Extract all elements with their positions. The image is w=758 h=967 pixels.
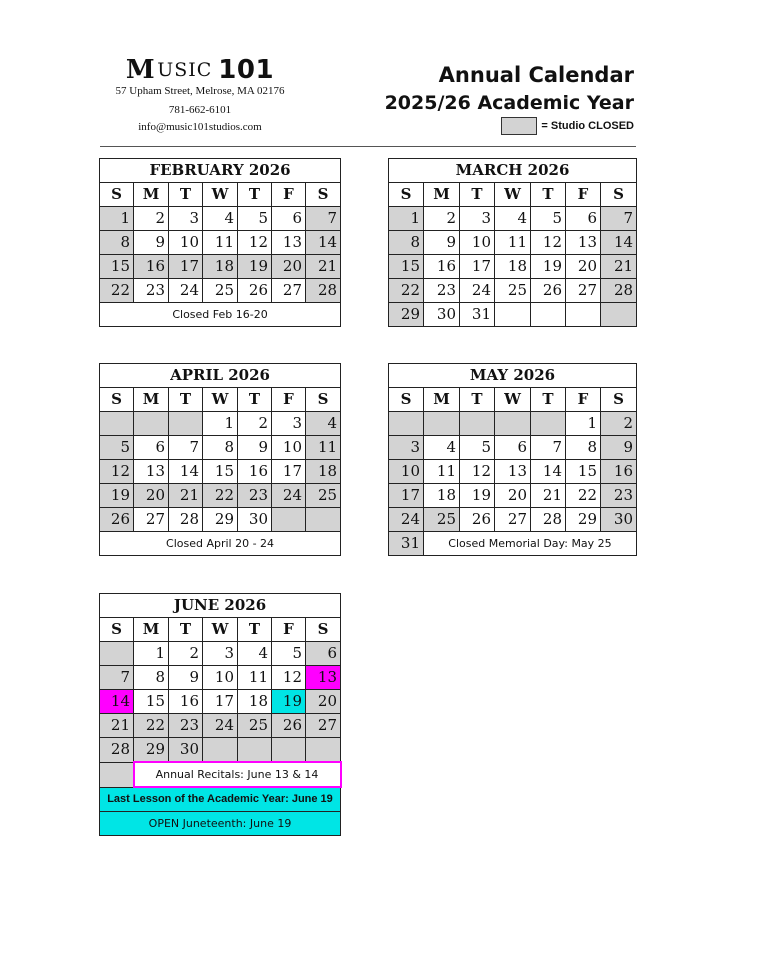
day-cell: 4 (306, 412, 341, 436)
day-cell (531, 303, 566, 327)
day-cell: 6 (134, 436, 169, 460)
day-cell: 10 (389, 460, 424, 484)
day-cell: 11 (238, 666, 272, 690)
dow-thu: T (238, 183, 272, 207)
month-title: MAY 2026 (389, 364, 637, 388)
day-cell: 4 (495, 207, 531, 231)
day-cell: 11 (306, 436, 341, 460)
logo-letter: M (125, 55, 156, 85)
calendar-may (388, 363, 637, 556)
day-cell: 11 (424, 460, 460, 484)
day-cell: 18 (495, 255, 531, 279)
day-cell: 27 (134, 508, 169, 532)
day-cell: 2 (238, 412, 272, 436)
dow-mon: M (134, 618, 169, 642)
day-cell: 5 (460, 436, 495, 460)
day-cell: 3 (203, 642, 238, 666)
week-row (389, 484, 637, 508)
studio-phone: 781-662-6101 (168, 104, 232, 116)
month-title: MARCH 2026 (389, 159, 637, 183)
day-cell: 27 (495, 508, 531, 532)
dow-thu: T (531, 183, 566, 207)
day-cell: 9 (238, 436, 272, 460)
day-cell: 1 (134, 642, 169, 666)
dow-sat: S (306, 388, 341, 412)
dow-sun: S (389, 388, 424, 412)
day-cell: 13 (272, 231, 306, 255)
day-cell: 24 (203, 714, 238, 738)
day-cell: 11 (203, 231, 238, 255)
day-cell: 19 (460, 484, 495, 508)
day-cell: 3 (169, 207, 203, 231)
day-cell: 14 (531, 460, 566, 484)
dow-thu: T (238, 618, 272, 642)
day-cell: 16 (169, 690, 203, 714)
day-cell: 5 (272, 642, 306, 666)
day-cell: 21 (601, 255, 637, 279)
day-cell: 8 (203, 436, 238, 460)
logo-number: 101 (218, 55, 275, 85)
day-cell: 7 (601, 207, 637, 231)
studio-email: info@music101studios.com (138, 121, 262, 133)
week-row (100, 762, 341, 787)
day-cell: 19 (531, 255, 566, 279)
day-cell: 22 (389, 279, 424, 303)
day-cell: 2 (169, 642, 203, 666)
day-cell (566, 303, 601, 327)
day-cell: 1 (203, 412, 238, 436)
dow-sun: S (100, 388, 134, 412)
day-cell: 16 (134, 255, 169, 279)
day-cell: 2 (134, 207, 169, 231)
studio-address: 57 Upham Street, Melrose, MA 02176 (115, 85, 285, 97)
dow-wed: W (203, 183, 238, 207)
dow-sat: S (601, 388, 637, 412)
closure-note: Closed Memorial Day: May 25 (424, 532, 637, 556)
closure-note: Closed Feb 16-20 (100, 303, 341, 327)
day-cell: 25 (495, 279, 531, 303)
day-cell: 16 (424, 255, 460, 279)
week-row (389, 532, 637, 556)
day-cell: 29 (566, 508, 601, 532)
day-cell: 21 (306, 255, 341, 279)
day-cell (203, 738, 238, 763)
week-row (389, 279, 637, 303)
day-cell: 28 (531, 508, 566, 532)
dow-sat: S (601, 183, 637, 207)
dow-tue: T (169, 388, 203, 412)
calendar-april (99, 363, 341, 556)
day-cell: 15 (389, 255, 424, 279)
day-cell: 3 (272, 412, 306, 436)
day-cell: 8 (566, 436, 601, 460)
week-row (100, 690, 341, 714)
dow-wed: W (495, 183, 531, 207)
dow-thu: T (238, 388, 272, 412)
day-cell (424, 412, 460, 436)
day-cell: 19 (238, 255, 272, 279)
day-cell: 28 (601, 279, 637, 303)
month-title: JUNE 2026 (100, 594, 341, 618)
dow-tue: T (169, 618, 203, 642)
day-cell: 25 (306, 484, 341, 508)
day-cell: 13 (495, 460, 531, 484)
day-cell: 15 (134, 690, 169, 714)
day-cell: 21 (169, 484, 203, 508)
day-cell (134, 412, 169, 436)
page-heading (385, 62, 634, 116)
day-cell: 29 (203, 508, 238, 532)
page-subtitle: 2025/26 Academic Year (384, 92, 634, 114)
day-cell: 25 (424, 508, 460, 532)
calendar-february (99, 158, 341, 327)
day-cell: 26 (238, 279, 272, 303)
day-cell: 7 (100, 666, 134, 690)
day-cell (272, 738, 306, 763)
day-cell (306, 508, 341, 532)
day-cell: 12 (460, 460, 495, 484)
day-cell: 15 (566, 460, 601, 484)
day-cell: 30 (169, 738, 203, 763)
day-cell: 1 (389, 207, 424, 231)
day-cell: 10 (272, 436, 306, 460)
dow-fri: F (566, 388, 601, 412)
day-cell: 1 (566, 412, 601, 436)
day-cell: 6 (495, 436, 531, 460)
closure-note: Closed April 20 - 24 (100, 532, 341, 556)
day-cell: 7 (169, 436, 203, 460)
week-row (389, 255, 637, 279)
day-cell: 31 (389, 532, 424, 556)
day-cell: 18 (238, 690, 272, 714)
day-cell: 8 (100, 231, 134, 255)
day-cell: 17 (460, 255, 495, 279)
day-cell: 4 (203, 207, 238, 231)
day-cell: 9 (169, 666, 203, 690)
day-cell (495, 303, 531, 327)
day-cell: 12 (272, 666, 306, 690)
page-title: Annual Calendar (438, 63, 634, 87)
day-cell: 9 (601, 436, 637, 460)
day-cell: 5 (238, 207, 272, 231)
day-cell (100, 762, 134, 787)
day-cell: 11 (495, 231, 531, 255)
day-cell: 15 (203, 460, 238, 484)
day-cell: 29 (134, 738, 169, 763)
day-cell: 4 (424, 436, 460, 460)
day-cell: 14 (601, 231, 637, 255)
week-row (389, 231, 637, 255)
day-cell: 30 (238, 508, 272, 532)
day-cell: 22 (566, 484, 601, 508)
week-row (389, 207, 637, 231)
day-cell: 24 (389, 508, 424, 532)
recital-day-cell: 14 (100, 690, 134, 714)
day-cell: 19 (100, 484, 134, 508)
month-title: APRIL 2026 (100, 364, 341, 388)
day-cell (389, 412, 424, 436)
day-cell: 18 (306, 460, 341, 484)
day-cell: 22 (203, 484, 238, 508)
week-row (100, 436, 341, 460)
day-cell: 24 (460, 279, 495, 303)
dow-fri: F (566, 183, 601, 207)
day-cell: 10 (203, 666, 238, 690)
week-row (100, 460, 341, 484)
day-cell: 26 (272, 714, 306, 738)
day-cell: 16 (601, 460, 637, 484)
month-title: FEBRUARY 2026 (100, 159, 341, 183)
day-cell: 30 (601, 508, 637, 532)
week-row (100, 666, 341, 690)
dow-fri: F (272, 388, 306, 412)
day-cell: 25 (203, 279, 238, 303)
week-row (389, 436, 637, 460)
day-cell: 13 (134, 460, 169, 484)
day-cell: 13 (566, 231, 601, 255)
day-cell: 22 (134, 714, 169, 738)
recital-day-cell: 13 (306, 666, 341, 690)
day-cell: 28 (306, 279, 341, 303)
day-cell: 22 (100, 279, 134, 303)
day-cell (495, 412, 531, 436)
day-cell: 18 (203, 255, 238, 279)
day-cell: 8 (134, 666, 169, 690)
dow-thu: T (531, 388, 566, 412)
dow-sat: S (306, 618, 341, 642)
day-cell: 2 (424, 207, 460, 231)
day-cell: 24 (272, 484, 306, 508)
day-cell: 6 (566, 207, 601, 231)
calendar-march (388, 158, 637, 327)
recitals-note: Annual Recitals: June 13 & 14 (134, 762, 341, 787)
day-cell (169, 412, 203, 436)
day-cell: 3 (460, 207, 495, 231)
day-cell (272, 508, 306, 532)
day-cell: 26 (460, 508, 495, 532)
day-cell: 12 (238, 231, 272, 255)
dow-sun: S (100, 183, 134, 207)
day-cell: 10 (169, 231, 203, 255)
day-cell: 27 (272, 279, 306, 303)
dow-mon: M (424, 183, 460, 207)
day-cell: 5 (100, 436, 134, 460)
dow-mon: M (424, 388, 460, 412)
day-cell: 5 (531, 207, 566, 231)
dow-wed: W (203, 618, 238, 642)
day-cell: 24 (169, 279, 203, 303)
day-cell: 3 (389, 436, 424, 460)
day-cell: 7 (531, 436, 566, 460)
juneteenth-note: OPEN Juneteenth: June 19 (100, 812, 341, 836)
legend (501, 117, 634, 135)
day-cell: 14 (169, 460, 203, 484)
dow-sun: S (100, 618, 134, 642)
dow-fri: F (272, 183, 306, 207)
week-row (100, 714, 341, 738)
calendar-june (99, 593, 342, 836)
day-cell: 15 (100, 255, 134, 279)
day-cell (601, 303, 637, 327)
day-cell: 27 (306, 714, 341, 738)
dow-wed: W (203, 388, 238, 412)
dow-tue: T (169, 183, 203, 207)
day-cell: 20 (566, 255, 601, 279)
legend-closed-swatch (501, 117, 537, 135)
last-lesson-day-cell: 19 (272, 690, 306, 714)
day-cell (100, 412, 134, 436)
day-cell: 20 (272, 255, 306, 279)
day-cell: 26 (531, 279, 566, 303)
dow-tue: T (460, 183, 495, 207)
day-cell: 20 (495, 484, 531, 508)
day-cell: 4 (238, 642, 272, 666)
music101-logo (100, 55, 300, 85)
dow-tue: T (460, 388, 495, 412)
day-cell: 20 (134, 484, 169, 508)
day-cell: 23 (169, 714, 203, 738)
week-row (100, 508, 341, 532)
day-cell: 6 (306, 642, 341, 666)
day-cell: 17 (389, 484, 424, 508)
day-cell: 23 (424, 279, 460, 303)
day-cell: 6 (272, 207, 306, 231)
week-row (100, 255, 341, 279)
dow-sun: S (389, 183, 424, 207)
day-cell: 18 (424, 484, 460, 508)
day-cell (460, 412, 495, 436)
week-row (100, 279, 341, 303)
logo-word: USIC (157, 59, 213, 81)
day-cell: 16 (238, 460, 272, 484)
day-cell: 23 (134, 279, 169, 303)
week-row (100, 231, 341, 255)
dow-mon: M (134, 183, 169, 207)
day-cell: 28 (100, 738, 134, 763)
day-cell: 21 (100, 714, 134, 738)
day-cell: 17 (169, 255, 203, 279)
day-cell (238, 738, 272, 763)
week-row (389, 303, 637, 327)
day-cell: 14 (306, 231, 341, 255)
day-cell: 12 (100, 460, 134, 484)
day-cell: 9 (134, 231, 169, 255)
day-cell: 29 (389, 303, 424, 327)
dow-fri: F (272, 618, 306, 642)
last-lesson-note: Last Lesson of the Academic Year: June 19 (100, 787, 341, 812)
day-cell: 17 (272, 460, 306, 484)
week-row (389, 508, 637, 532)
day-cell: 2 (601, 412, 637, 436)
day-cell: 31 (460, 303, 495, 327)
dow-wed: W (495, 388, 531, 412)
dow-mon: M (134, 388, 169, 412)
day-cell: 10 (460, 231, 495, 255)
day-cell: 8 (389, 231, 424, 255)
legend-label: = Studio CLOSED (541, 120, 634, 132)
day-cell: 9 (424, 231, 460, 255)
day-cell: 17 (203, 690, 238, 714)
day-cell: 27 (566, 279, 601, 303)
day-cell: 23 (601, 484, 637, 508)
week-row (100, 642, 341, 666)
week-row (389, 412, 637, 436)
week-row (100, 207, 341, 231)
dow-sat: S (306, 183, 341, 207)
day-cell: 21 (531, 484, 566, 508)
day-cell: 20 (306, 690, 341, 714)
day-cell: 23 (238, 484, 272, 508)
day-cell (306, 738, 341, 763)
day-cell: 1 (100, 207, 134, 231)
week-row (100, 738, 341, 763)
day-cell (100, 642, 134, 666)
day-cell: 28 (169, 508, 203, 532)
day-cell: 12 (531, 231, 566, 255)
day-cell (531, 412, 566, 436)
week-row (100, 412, 341, 436)
day-cell: 26 (100, 508, 134, 532)
day-cell: 25 (238, 714, 272, 738)
week-row (100, 484, 341, 508)
day-cell: 7 (306, 207, 341, 231)
studio-info (100, 55, 300, 135)
header-divider (100, 146, 636, 147)
day-cell: 30 (424, 303, 460, 327)
week-row (389, 460, 637, 484)
